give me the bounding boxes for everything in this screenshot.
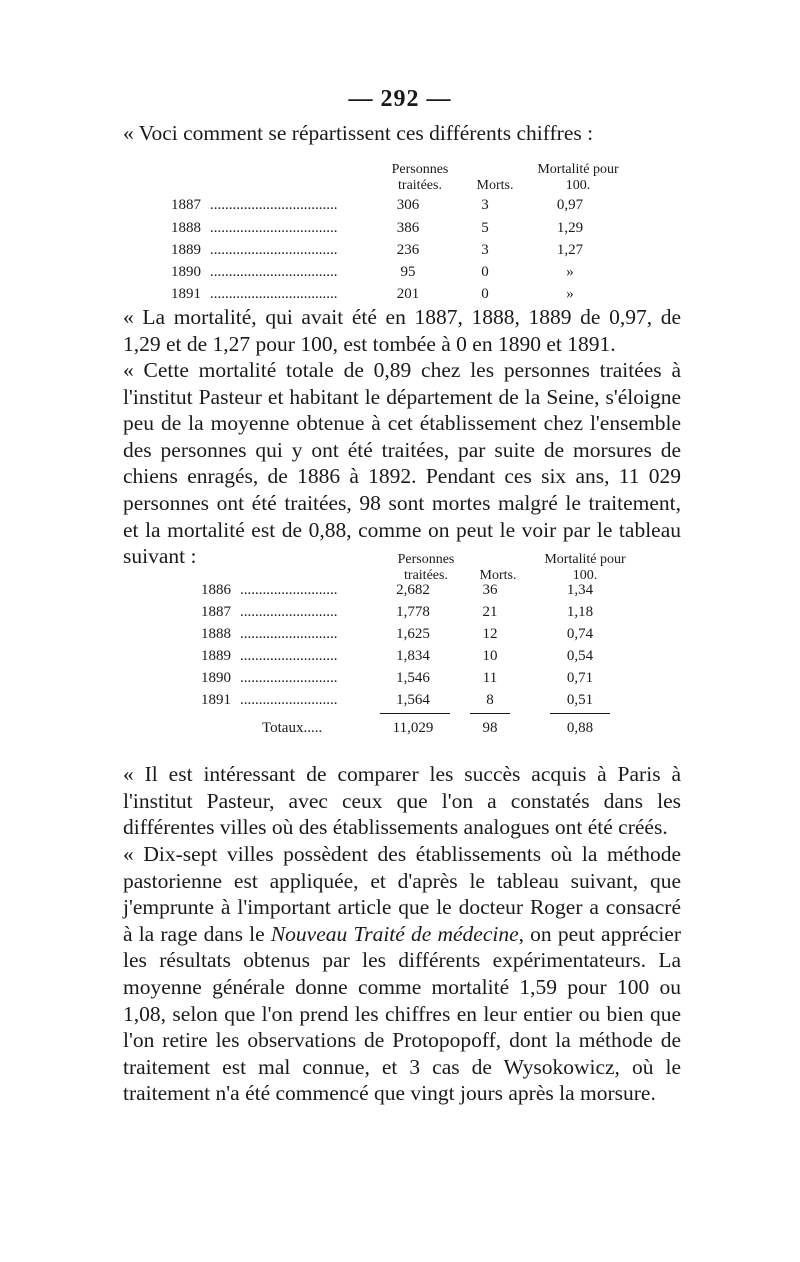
table2-year: 1886 bbox=[201, 582, 231, 598]
table1-year: 1887 bbox=[171, 197, 201, 213]
table1-treated: 386 bbox=[396, 220, 420, 236]
table2-deaths: 11 bbox=[482, 670, 498, 686]
paragraph-3-text: « Il est intéressant de comparer les succès acquis à Paris à l'institut Pasteur, avec ceux que l'on a constatés dans les différentes villes où des établissements analogues ont été créés. bbox=[123, 762, 681, 840]
leader-dots: .......................... bbox=[240, 692, 338, 708]
table2-rate: 0,74 bbox=[566, 626, 594, 642]
table2-rate: 0,51 bbox=[566, 692, 594, 708]
totals-rule bbox=[380, 713, 450, 714]
table1-rate: 0,97 bbox=[556, 197, 584, 213]
table1-year: 1889 bbox=[171, 242, 201, 258]
page-number: — 292 — bbox=[348, 86, 452, 112]
leader-dots: .......................... bbox=[240, 648, 338, 664]
table1-deaths: 3 bbox=[481, 242, 489, 258]
table1-treated: 236 bbox=[396, 242, 420, 258]
table1-rate: » bbox=[566, 286, 574, 302]
table2-deaths: 10 bbox=[482, 648, 498, 664]
table1-header-treated: Personnes traitées. bbox=[391, 162, 449, 193]
table2-year: 1890 bbox=[201, 670, 231, 686]
leader-dots: .......................... bbox=[240, 582, 338, 598]
table2-treated: 1,778 bbox=[396, 604, 430, 620]
table2-header-rate: Mortalité pour 100. bbox=[544, 552, 626, 583]
table1-deaths: 0 bbox=[481, 286, 489, 302]
table2-year: 1888 bbox=[201, 626, 231, 642]
table2-year: 1891 bbox=[201, 692, 231, 708]
table2-rate: 1,34 bbox=[566, 582, 594, 598]
table2-treated: 1,546 bbox=[396, 670, 430, 686]
table1-header-deaths: Morts. bbox=[476, 178, 514, 193]
table1-year: 1888 bbox=[171, 220, 201, 236]
table1-deaths: 3 bbox=[481, 197, 489, 213]
table2-header-treated: Personnes traitées. bbox=[397, 552, 455, 583]
totals-treated: 11,029 bbox=[392, 720, 434, 736]
paragraph-1-text: « La mortalité, qui avait été en 1887, 1888, 1889 de 0,97, de 1,29 et de 1,27 pour 100, est tombée à 0 en 1890 et 1891. bbox=[123, 305, 681, 356]
leader-dots: .................................. bbox=[210, 242, 338, 258]
paragraph-4-text-start: « Dix-sept villes possèdent des établissements où la méthode pastorienne est appliquée, et d'après le tableau suivant, que j'emprunte à l'important article que le docteur Roger a consacré à la rage dans le bbox=[123, 842, 681, 946]
table2-treated: 2,682 bbox=[396, 582, 430, 598]
table2-rate: 0,54 bbox=[566, 648, 594, 664]
leader-dots: .................................. bbox=[210, 264, 338, 280]
table2-deaths: 8 bbox=[486, 692, 494, 708]
paragraph-4-text-end: , on peut apprécier les résultats obtenus par les différents expérimentateurs. La moyenne générale donne comme mortalité 1,59 pour 100 ou 1,08, selon que l'on prend les chiffres en leur entier ou bien que l'on retire les observations de Protopopoff, dont la méthode de traitement est mal connue, et 3 cas de Wysokowicz, où le traitement n'a été commencé que vingt jours après la morsure. bbox=[123, 921, 681, 1106]
leader-dots: .................................. bbox=[210, 197, 338, 213]
leader-dots: .......................... bbox=[240, 626, 338, 642]
paragraph-2 bbox=[123, 357, 681, 570]
totals-label: Totaux..... bbox=[262, 720, 323, 736]
totals-rule bbox=[470, 713, 510, 714]
leader-dots: .......................... bbox=[240, 604, 338, 620]
table1-header-rate: Mortalité pour 100. bbox=[537, 162, 619, 193]
table2-deaths: 21 bbox=[482, 604, 498, 620]
totals-deaths: 98 bbox=[482, 720, 498, 736]
leader-dots: .................................. bbox=[210, 286, 338, 302]
intro-sentence: « Voci comment se répartissent ces différents chiffres : bbox=[123, 121, 594, 145]
leader-dots: .......................... bbox=[240, 670, 338, 686]
table2-deaths: 12 bbox=[482, 626, 498, 642]
totals-rate: 0,88 bbox=[566, 720, 594, 736]
table1-treated: 306 bbox=[396, 197, 420, 213]
table2-deaths: 36 bbox=[482, 582, 498, 598]
table1-treated: 201 bbox=[396, 286, 420, 302]
paragraph-1 bbox=[123, 304, 681, 357]
table1-year: 1891 bbox=[171, 286, 201, 302]
leader-dots: .................................. bbox=[210, 220, 338, 236]
table1-year: 1890 bbox=[171, 264, 201, 280]
table1-rate: 1,27 bbox=[556, 242, 584, 258]
table2-rate: 0,71 bbox=[566, 670, 594, 686]
table2-treated: 1,625 bbox=[396, 626, 430, 642]
paragraph-2-text: « Cette mortalité totale de 0,89 chez les personnes traitées à l'institut Pasteur et habitant le département de la Seine, s'éloigne peu de la moyenne obtenue à cet établissement chez l'ensemble des personnes qui y ont été traitées, par suite de morsures de chiens enragés, de 1886 à 1892. Pendant ces six ans, 11 029 personnes ont été traitées, 98 sont mortes malgré le traitement, et la mortalité est de 0,88, comme on peut le voir par le tableau suivant : bbox=[123, 358, 681, 569]
totals-rule bbox=[550, 713, 610, 714]
table2-rate: 1,18 bbox=[566, 604, 594, 620]
paragraph-4 bbox=[123, 841, 681, 1107]
table2-header-deaths: Morts. bbox=[479, 568, 517, 583]
table2-treated: 1,564 bbox=[396, 692, 430, 708]
table1-rate: » bbox=[566, 264, 574, 280]
paragraph-3 bbox=[123, 761, 681, 841]
table2-year: 1887 bbox=[201, 604, 231, 620]
table1-deaths: 0 bbox=[481, 264, 489, 280]
table1-deaths: 5 bbox=[481, 220, 489, 236]
table1-rate: 1,29 bbox=[556, 220, 584, 236]
table2-treated: 1,834 bbox=[396, 648, 430, 664]
table1-treated: 95 bbox=[400, 264, 416, 280]
table2-year: 1889 bbox=[201, 648, 231, 664]
book-title: Nouveau Traité de médecine bbox=[270, 921, 519, 946]
